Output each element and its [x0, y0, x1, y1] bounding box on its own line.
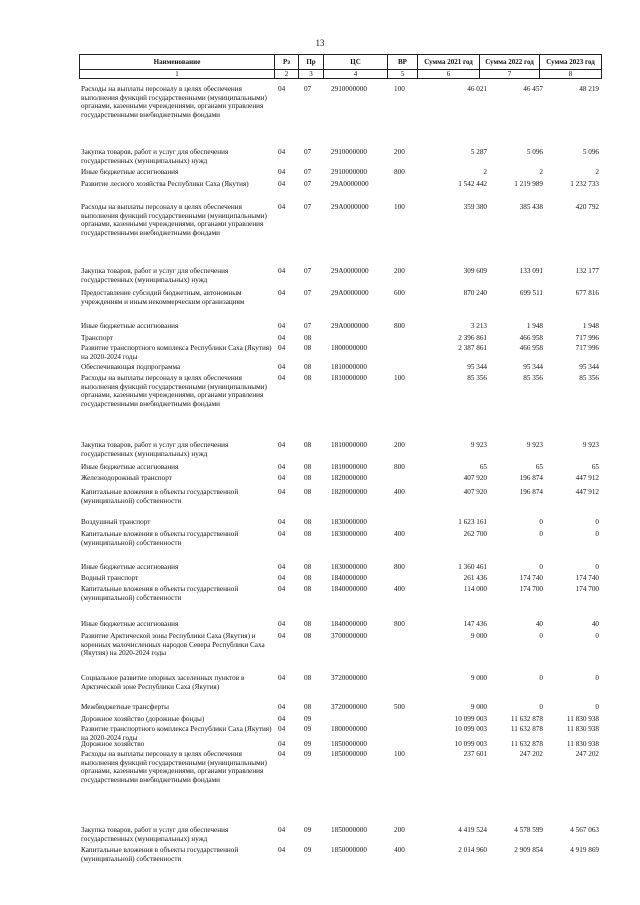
cell-s1: 65	[479, 463, 487, 471]
cell-s3: 247 202	[575, 750, 599, 758]
cell-s1: 10 099 003	[454, 740, 487, 748]
cell-pr: 08	[304, 374, 312, 382]
cell-pr: 08	[304, 334, 312, 342]
cell-rz: 04	[278, 518, 286, 526]
cell-s2: 0	[539, 703, 543, 711]
cell-s1: 261 436	[463, 574, 487, 582]
cell-cs: 1850000000	[331, 740, 367, 748]
cell-pr: 07	[304, 289, 312, 297]
cell-s2: 11 632 878	[510, 715, 543, 723]
header-pr: Пр	[299, 55, 324, 70]
cell-pr: 07	[304, 180, 312, 188]
cell-s3: 9 923	[582, 441, 599, 449]
cell-rz: 04	[278, 267, 286, 275]
cell-s1: 407 920	[463, 488, 487, 496]
cell-cs: 1830000000	[331, 530, 367, 538]
cell-cs: 1820000000	[331, 488, 367, 496]
header-sum-2022: Сумма 2022 год	[480, 55, 540, 70]
cell-s2: 2	[539, 168, 543, 176]
cell-name: Развитие лесного хозяйства Республики Саха (Якутия)	[81, 180, 249, 188]
cell-pr: 09	[304, 750, 312, 758]
cell-name: Дорожное хозяйство (дорожные фонды)	[81, 715, 205, 723]
cell-rz: 04	[278, 463, 286, 471]
cell-s2: 0	[539, 632, 543, 640]
cell-rz: 04	[278, 334, 286, 342]
cell-s1: 870 240	[463, 289, 487, 297]
cell-pr: 08	[304, 463, 312, 471]
cell-rz: 04	[278, 563, 286, 571]
cell-s1: 237 601	[463, 750, 487, 758]
cell-cs: 29А0000000	[331, 203, 369, 211]
cell-vr: 200	[394, 267, 405, 275]
cell-s3: 677 816	[575, 289, 599, 297]
cell-pr: 08	[304, 620, 312, 628]
cell-vr: 600	[394, 289, 405, 297]
header-num-7: 7	[480, 70, 540, 79]
cell-s2: 11 632 878	[510, 740, 543, 748]
cell-name: Закупка товаров, работ и услуг для обеспечения государственных (муниципальных) нужд	[81, 441, 229, 458]
cell-cs: 2910000000	[331, 85, 367, 93]
cell-vr: 100	[394, 374, 405, 382]
cell-name: Расходы на выплаты персоналу в целях обеспечения выполнения функций государственными (муниципальными) органами, казенными учреждениями, органами управления государственными внебюджетными фондами	[81, 374, 267, 408]
cell-rz: 04	[278, 148, 286, 156]
cell-name: Капитальные вложения в объекты государственной (муниципальной) собственности	[81, 488, 239, 505]
header-num-4: 4	[324, 70, 388, 79]
cell-pr: 07	[304, 85, 312, 93]
cell-s3: 174 740	[575, 574, 599, 582]
cell-name: Развитие транспортного комплекса Республики Саха (Якутия) на 2020-2024 годы	[81, 725, 272, 742]
cell-rz: 04	[278, 740, 286, 748]
cell-pr: 07	[304, 267, 312, 275]
cell-pr: 07	[304, 168, 312, 176]
header-num-2: 2	[275, 70, 299, 79]
cell-pr: 07	[304, 322, 312, 330]
cell-s2: 196 874	[519, 488, 543, 496]
cell-s1: 2 396 861	[458, 334, 487, 342]
cell-pr: 08	[304, 518, 312, 526]
cell-rz: 04	[278, 344, 286, 352]
cell-pr: 08	[304, 585, 312, 593]
cell-rz: 04	[278, 168, 286, 176]
cell-name: Иные бюджетные ассигнования	[81, 168, 179, 176]
cell-s1: 359 380	[463, 203, 487, 211]
cell-cs: 1840000000	[331, 620, 367, 628]
cell-name: Предоставление субсидий бюджетным, автономным учреждениям и иным некоммерческим организациям	[81, 289, 245, 306]
cell-cs: 3720000000	[331, 703, 367, 711]
cell-s2: 466 958	[519, 334, 543, 342]
cell-pr: 08	[304, 674, 312, 682]
cell-s3: 1 232 733	[570, 180, 599, 188]
cell-vr: 400	[394, 585, 405, 593]
cell-s1: 3 213	[470, 322, 487, 330]
cell-cs: 1820000000	[331, 474, 367, 482]
cell-s3: 1 948	[582, 322, 599, 330]
cell-s2: 174 740	[519, 574, 543, 582]
cell-s1: 1 542 442	[458, 180, 487, 188]
cell-pr: 09	[304, 740, 312, 748]
cell-vr: 500	[394, 703, 405, 711]
cell-vr: 800	[394, 168, 405, 176]
cell-cs: 1830000000	[331, 518, 367, 526]
cell-s3: 717 996	[575, 344, 599, 352]
cell-s3: 0	[595, 703, 599, 711]
cell-s3: 65	[591, 463, 599, 471]
cell-s2: 9 923	[526, 441, 543, 449]
cell-pr: 08	[304, 563, 312, 571]
cell-s3: 85 356	[579, 374, 599, 382]
cell-s3: 717 996	[575, 334, 599, 342]
cell-s3: 40	[591, 620, 599, 628]
cell-s2: 133 091	[519, 267, 543, 275]
cell-s2: 11 632 878	[510, 725, 543, 733]
cell-name: Закупка товаров, работ и услуг для обеспечения государственных (муниципальных) нужд	[81, 826, 229, 843]
cell-rz: 04	[278, 474, 286, 482]
cell-s1: 9 000	[470, 703, 487, 711]
cell-name: Иные бюджетные ассигнования	[81, 563, 179, 571]
cell-s2: 0	[539, 563, 543, 571]
cell-s3: 174 700	[575, 585, 599, 593]
cell-cs: 1810000000	[331, 374, 367, 382]
header-rz: Рз	[275, 55, 299, 70]
cell-rz: 04	[278, 725, 286, 733]
cell-s2: 1 948	[526, 322, 543, 330]
cell-s2: 196 874	[519, 474, 543, 482]
cell-s1: 10 099 003	[454, 725, 487, 733]
cell-s1: 309 609	[463, 267, 487, 275]
cell-name: Расходы на выплаты персоналу в целях обеспечения выполнения функций государственными (муниципальными) органами, казенными учреждениями, органами управления государственными внебюджетными фондами	[81, 203, 267, 237]
cell-s3: 48 219	[579, 85, 599, 93]
cell-name: Закупка товаров, работ и услуг для обеспечения государственных (муниципальных) нужд	[81, 148, 229, 165]
table-header	[79, 54, 602, 79]
cell-s2: 1 219 989	[514, 180, 543, 188]
cell-s3: 0	[595, 518, 599, 526]
cell-cs: 1810000000	[331, 441, 367, 449]
cell-pr: 09	[304, 846, 312, 854]
cell-vr: 100	[394, 203, 405, 211]
cell-s2: 40	[535, 620, 543, 628]
cell-s1: 85 356	[467, 374, 487, 382]
cell-rz: 04	[278, 750, 286, 758]
cell-name: Обеспечивающая подпрограмма	[81, 363, 181, 371]
cell-rz: 04	[278, 530, 286, 538]
cell-pr: 08	[304, 574, 312, 582]
cell-pr: 08	[304, 488, 312, 496]
cell-s2: 699 511	[519, 289, 543, 297]
cell-vr: 800	[394, 463, 405, 471]
cell-s1: 1 360 461	[458, 563, 487, 571]
cell-vr: 200	[394, 441, 405, 449]
cell-rz: 04	[278, 441, 286, 449]
header-name: Наименование	[80, 55, 275, 70]
cell-name: Расходы на выплаты персоналу в целях обеспечения выполнения функций государственными (муниципальными) органами, казенными учреждениями, органами управления государственными внебюджетными фондами	[81, 85, 267, 119]
cell-name: Капитальные вложения в объекты государственной (муниципальной) собственности	[81, 585, 239, 602]
cell-pr: 09	[304, 725, 312, 733]
cell-s1: 5 287	[470, 148, 487, 156]
cell-rz: 04	[278, 203, 286, 211]
cell-vr: 400	[394, 846, 405, 854]
cell-s3: 420 792	[575, 203, 599, 211]
cell-cs: 1840000000	[331, 574, 367, 582]
cell-name: Водный транспорт	[81, 574, 139, 582]
cell-s1: 2	[483, 168, 487, 176]
cell-pr: 08	[304, 363, 312, 371]
cell-s2: 0	[539, 674, 543, 682]
cell-rz: 04	[278, 85, 286, 93]
cell-s2: 85 356	[523, 374, 543, 382]
cell-rz: 04	[278, 715, 286, 723]
cell-cs: 1840000000	[331, 585, 367, 593]
cell-s1: 46 021	[467, 85, 487, 93]
cell-vr: 200	[394, 826, 405, 834]
cell-rz: 04	[278, 322, 286, 330]
cell-s3: 5 096	[582, 148, 599, 156]
cell-cs: 29А0000000	[331, 267, 369, 275]
cell-rz: 04	[278, 703, 286, 711]
cell-rz: 04	[278, 363, 286, 371]
header-num-5: 5	[388, 70, 418, 79]
cell-s2: 0	[539, 518, 543, 526]
cell-s1: 1 623 161	[458, 518, 487, 526]
cell-vr: 800	[394, 563, 405, 571]
cell-cs: 3720000000	[331, 674, 367, 682]
cell-s3: 0	[595, 563, 599, 571]
cell-rz: 04	[278, 289, 286, 297]
header-num-3: 3	[299, 70, 324, 79]
cell-name: Развитие Арктической зоны Республики Саха (Якутия) и коренных малочисленных народов Севера Республики Саха (Якутия) на 2020-2024 годы	[81, 632, 265, 658]
cell-vr: 400	[394, 530, 405, 538]
cell-s3: 0	[595, 674, 599, 682]
cell-cs: 1850000000	[331, 826, 367, 834]
cell-vr: 100	[394, 85, 405, 93]
cell-rz: 04	[278, 180, 286, 188]
cell-s1: 10 099 003	[454, 715, 487, 723]
cell-cs: 1800000000	[331, 725, 367, 733]
cell-vr: 200	[394, 148, 405, 156]
cell-s3: 11 830 938	[566, 740, 599, 748]
cell-pr: 08	[304, 530, 312, 538]
cell-s1: 95 344	[467, 363, 487, 371]
cell-pr: 08	[304, 344, 312, 352]
cell-name: Воздушный транспорт	[81, 518, 151, 526]
cell-pr: 08	[304, 474, 312, 482]
cell-cs: 1810000000	[331, 463, 367, 471]
cell-cs: 1830000000	[331, 563, 367, 571]
cell-cs: 1800000000	[331, 344, 367, 352]
cell-cs: 1810000000	[331, 363, 367, 371]
cell-name: Дорожное хозяйство	[81, 740, 145, 748]
cell-s2: 385 438	[519, 203, 543, 211]
cell-s1: 262 700	[463, 530, 487, 538]
cell-s2: 46 457	[523, 85, 543, 93]
cell-name: Капитальные вложения в объекты государственной (муниципальной) собственности	[81, 530, 239, 547]
header-num-1: 1	[80, 70, 275, 79]
cell-cs: 1850000000	[331, 750, 367, 758]
cell-s2: 2 909 854	[514, 846, 543, 854]
cell-s1: 2 387 861	[458, 344, 487, 352]
cell-vr: 800	[394, 620, 405, 628]
cell-rz: 04	[278, 585, 286, 593]
cell-s1: 9 000	[470, 674, 487, 682]
cell-s3: 4 567 063	[570, 826, 599, 834]
cell-s3: 11 830 938	[566, 725, 599, 733]
cell-s3: 447 912	[575, 488, 599, 496]
cell-name: Иные бюджетные ассигнования	[81, 463, 179, 471]
cell-pr: 08	[304, 703, 312, 711]
cell-vr: 100	[394, 750, 405, 758]
cell-rz: 04	[278, 826, 286, 834]
cell-name: Транспорт	[81, 334, 114, 342]
cell-s2: 5 096	[526, 148, 543, 156]
cell-cs: 2910000000	[331, 148, 367, 156]
cell-s1: 4 419 524	[458, 826, 487, 834]
cell-s1: 147 436	[463, 620, 487, 628]
cell-name: Капитальные вложения в объекты государственной (муниципальной) собственности	[81, 846, 239, 863]
cell-name: Расходы на выплаты персоналу в целях обеспечения выполнения функций государственными (муниципальными) органами, казенными учреждениями, органами управления государственными внебюджетными фондами	[81, 750, 267, 784]
cell-rz: 04	[278, 674, 286, 682]
cell-s3: 0	[595, 632, 599, 640]
cell-rz: 04	[278, 488, 286, 496]
cell-s3: 11 830 938	[566, 715, 599, 723]
header-cs: ЦС	[324, 55, 388, 70]
cell-cs: 1850000000	[331, 846, 367, 854]
cell-s3: 4 919 869	[570, 846, 599, 854]
cell-rz: 04	[278, 846, 286, 854]
cell-vr: 400	[394, 488, 405, 496]
cell-name: Иные бюджетные ассигнования	[81, 322, 179, 330]
header-sum-2023: Сумма 2023 год	[540, 55, 602, 70]
cell-cs: 3700000000	[331, 632, 367, 640]
cell-vr: 800	[394, 322, 405, 330]
cell-s3: 447 912	[575, 474, 599, 482]
cell-name: Закупка товаров, работ и услуг для обеспечения государственных (муниципальных) нужд	[81, 267, 229, 284]
cell-s1: 9 923	[470, 441, 487, 449]
cell-s2: 65	[535, 463, 543, 471]
cell-rz: 04	[278, 620, 286, 628]
cell-pr: 08	[304, 632, 312, 640]
cell-pr: 09	[304, 826, 312, 834]
cell-pr: 07	[304, 148, 312, 156]
cell-s1: 114 000	[463, 585, 487, 593]
header-vr: ВР	[388, 55, 418, 70]
cell-name: Развитие транспортного комплекса Республики Саха (Якутия) на 2020-2024 годы	[81, 344, 272, 361]
cell-rz: 04	[278, 632, 286, 640]
cell-s2: 247 202	[519, 750, 543, 758]
cell-s2: 466 958	[519, 344, 543, 352]
cell-s1: 407 920	[463, 474, 487, 482]
cell-pr: 07	[304, 203, 312, 211]
header-num-8: 8	[540, 70, 602, 79]
cell-pr: 09	[304, 715, 312, 723]
cell-s2: 4 578 599	[514, 826, 543, 834]
cell-rz: 04	[278, 574, 286, 582]
cell-s2: 95 344	[523, 363, 543, 371]
cell-s3: 0	[595, 530, 599, 538]
page-number: 13	[315, 38, 325, 48]
cell-s3: 132 177	[575, 267, 599, 275]
header-num-6: 6	[418, 70, 480, 79]
cell-name: Межбюджетные трансферты	[81, 703, 169, 711]
cell-s2: 174 700	[519, 585, 543, 593]
cell-cs: 2910000000	[331, 168, 367, 176]
cell-pr: 08	[304, 441, 312, 449]
cell-cs: 29А0000000	[331, 289, 369, 297]
cell-name: Железнодорожный транспорт	[81, 474, 172, 482]
cell-s3: 95 344	[579, 363, 599, 371]
cell-rz: 04	[278, 374, 286, 382]
cell-name: Социальное развитие опорных заселенных пунктов в Арктической зоне Республики Саха (Якутия)	[81, 674, 245, 691]
cell-s1: 2 014 960	[458, 846, 487, 854]
cell-cs: 29А0000000	[331, 322, 369, 330]
cell-cs: 29А0000000	[331, 180, 369, 188]
cell-s3: 2	[595, 168, 599, 176]
cell-s1: 9 000	[470, 632, 487, 640]
cell-name: Иные бюджетные ассигнования	[81, 620, 179, 628]
cell-s2: 0	[539, 530, 543, 538]
header-sum-2021: Сумма 2021 год	[418, 55, 480, 70]
